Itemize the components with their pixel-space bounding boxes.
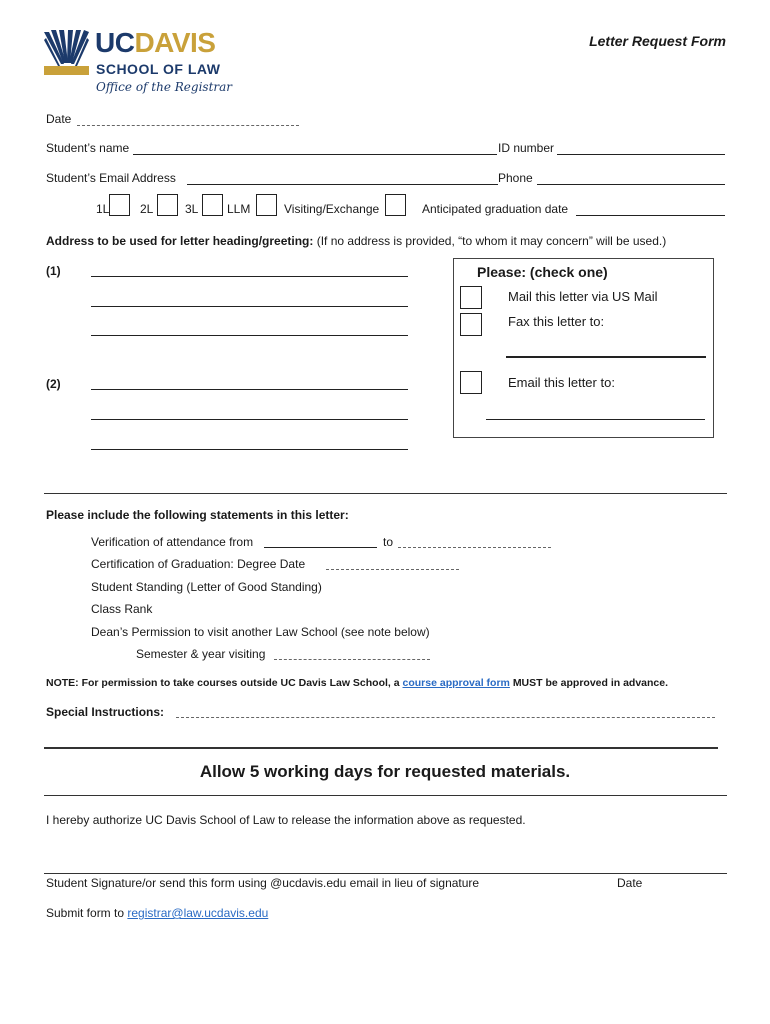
year-option-3l-label: 3L — [185, 202, 199, 216]
address-2-label: (2) — [46, 377, 61, 391]
fax-checkbox[interactable] — [460, 313, 482, 336]
deans-permission-label: Dean’s Permission to visit another Law School (see note below) — [91, 625, 430, 639]
verification-label: Verification of attendance from — [91, 535, 254, 549]
year-option-2l-checkbox[interactable] — [157, 194, 178, 216]
verification-from-field[interactable] — [264, 547, 377, 548]
address-2-line-1[interactable] — [91, 389, 408, 390]
class-rank-label: Class Rank — [91, 602, 153, 616]
form-title: Letter Request Form — [589, 33, 726, 49]
date-label: Date — [46, 112, 72, 126]
logo-office-text: Office of the Registrar — [96, 80, 233, 94]
address-1-line-2[interactable] — [91, 306, 408, 307]
note-suffix: MUST be approved in advance. — [512, 677, 669, 689]
delivery-method-title: Please: (check one) — [477, 264, 608, 280]
note-prefix: NOTE: For permission to take courses outside UC Davis Law School, a — [46, 677, 400, 689]
logo-davis-text: DAVIS — [134, 27, 216, 58]
uc-davis-sunburst-logo-icon — [44, 30, 89, 75]
id-number-field[interactable] — [557, 154, 725, 155]
year-option-3l-checkbox[interactable] — [202, 194, 223, 216]
good-standing-label: Student Standing (Letter of Good Standing) — [91, 580, 322, 594]
date-field[interactable] — [77, 125, 299, 126]
email-destination-field[interactable] — [486, 419, 705, 420]
degree-date-field[interactable] — [326, 569, 459, 570]
year-option-llm-checkbox[interactable] — [256, 194, 277, 216]
mail-us-label: Mail this letter via US Mail — [508, 289, 658, 304]
address-1-label: (1) — [46, 264, 61, 278]
semester-visiting-field[interactable] — [274, 659, 430, 660]
signature-line[interactable] — [44, 873, 727, 874]
address-2-line-3[interactable] — [91, 449, 408, 450]
mail-us-checkbox[interactable] — [460, 286, 482, 309]
graduation-date-label: Anticipated graduation date — [422, 202, 569, 216]
fax-number-field[interactable] — [506, 356, 706, 358]
logo-school-text: SCHOOL OF LAW — [96, 61, 221, 77]
authorize-divider — [44, 795, 727, 796]
address-heading — [46, 234, 666, 248]
email-address-field[interactable] — [187, 184, 498, 185]
allow-days-notice: Allow 5 working days for requested materials. — [199, 762, 571, 781]
submit-line — [46, 906, 268, 920]
semester-visiting-label: Semester & year visiting — [136, 647, 266, 661]
section-divider — [44, 493, 727, 494]
year-option-llm-label: LLM — [227, 202, 251, 216]
address-heading-note: (If no address is provided, “to whom it may concern” will be used.) — [316, 234, 667, 248]
email-checkbox[interactable] — [460, 371, 482, 394]
certification-label: Certification of Graduation: Degree Date — [91, 557, 306, 571]
registrar-email-link[interactable]: registrar@law.ucdavis.edu — [127, 906, 269, 920]
phone-label: Phone — [498, 171, 533, 185]
delivery-method-panel — [453, 258, 714, 438]
special-instructions-field[interactable] — [176, 717, 715, 718]
graduation-date-field[interactable] — [576, 215, 725, 216]
id-number-label: ID number — [498, 141, 555, 155]
email-label: Email this letter to: — [508, 375, 615, 390]
student-name-field[interactable] — [133, 154, 497, 155]
special-instructions-label: Special Instructions: — [46, 705, 165, 719]
signature-date-label: Date — [617, 876, 643, 890]
logo-uc-text: UC — [95, 27, 135, 58]
year-option-2l-label: 2L — [140, 202, 154, 216]
verification-to-field[interactable] — [398, 547, 551, 548]
logo-wordmark — [95, 28, 215, 58]
email-address-label: Student’s Email Address — [46, 171, 176, 185]
submit-prefix: Submit form to — [46, 906, 125, 920]
address-2-line-2[interactable] — [91, 419, 408, 420]
course-approval-form-link[interactable]: course approval form — [402, 677, 510, 689]
student-name-label: Student’s name — [46, 141, 130, 155]
statements-heading: Please include the following statements in this letter: — [46, 508, 349, 522]
address-1-line-1[interactable] — [91, 276, 408, 277]
fax-label: Fax this letter to: — [508, 314, 605, 329]
authorize-statement: I hereby authorize UC Davis School of Law to release the information above as requested. — [46, 813, 526, 827]
year-option-visiting-label: Visiting/Exchange — [284, 202, 380, 216]
year-option-visiting-checkbox[interactable] — [385, 194, 406, 216]
year-option-1l-label: 1L — [96, 202, 110, 216]
address-heading-bold: Address to be used for letter heading/greeting: — [46, 234, 314, 248]
phone-field[interactable] — [537, 184, 725, 185]
note-text — [46, 676, 668, 690]
verification-to-label: to — [383, 535, 394, 549]
address-1-line-3[interactable] — [91, 335, 408, 336]
signature-label: Student Signature/or send this form using @ucdavis.edu email in lieu of signature — [46, 876, 480, 890]
year-option-1l-checkbox[interactable] — [109, 194, 130, 216]
special-instructions-line-2[interactable] — [44, 747, 718, 749]
